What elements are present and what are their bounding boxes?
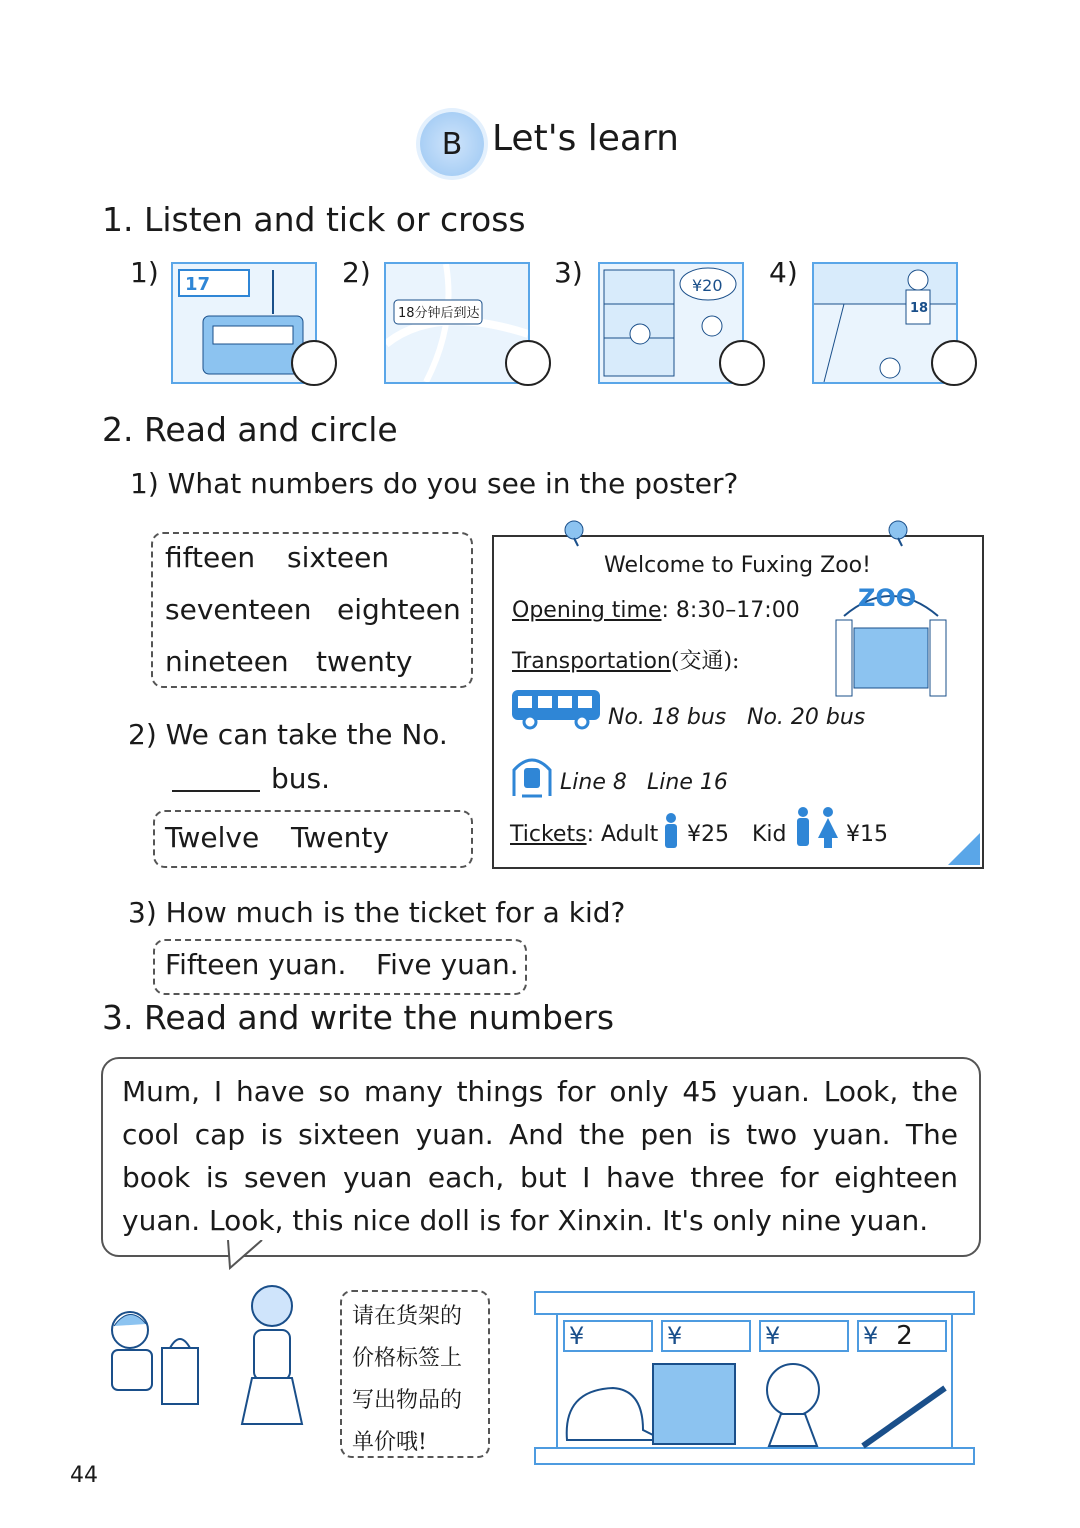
section-badge	[420, 112, 484, 176]
option-twenty-bus[interactable]: Twenty	[291, 821, 389, 854]
adult-label: : Adult	[586, 822, 659, 847]
metro-icon	[510, 754, 554, 798]
opening-time	[512, 598, 800, 623]
instruction-note: 请在货架的价格标签上写出物品的单价哦!	[340, 1290, 490, 1458]
zoo-gate-icon	[826, 580, 956, 700]
question-3: 3) How much is the ticket for a kid?	[128, 896, 626, 929]
bus-20: No. 20 bus	[747, 705, 866, 730]
item4-number: 4)	[769, 256, 798, 289]
poster-title: Welcome to Fuxing Zoo!	[604, 553, 871, 578]
mother-illustration	[232, 1278, 312, 1428]
option-nineteen[interactable]: nineteen	[165, 645, 289, 678]
map-arrival-text: 18分钟后到达	[398, 306, 480, 321]
cap-icon	[567, 1388, 663, 1440]
yen-symbol: ¥	[765, 1322, 781, 1350]
transport-cn: (交通):	[670, 649, 740, 674]
badge-letter: B	[441, 126, 463, 162]
tickets-adult	[510, 822, 658, 847]
item1-number: 1)	[130, 256, 159, 289]
transport-label: Transportation	[512, 649, 671, 674]
answer-circle-2[interactable]	[505, 340, 551, 386]
option-twelve[interactable]: Twelve	[165, 821, 260, 854]
q2-blank-line[interactable]	[172, 790, 260, 792]
bubble-tail	[222, 1240, 282, 1270]
line-8: Line 8	[560, 770, 627, 795]
opening-label: Opening time	[512, 598, 662, 623]
doll-icon	[767, 1364, 819, 1416]
question-2-end: bus.	[271, 762, 331, 795]
boy-with-bag-illustration	[100, 1290, 210, 1420]
yen-symbol: ¥	[569, 1322, 585, 1350]
option-eighteen[interactable]: eighteen	[337, 593, 461, 626]
option-sixteen[interactable]: sixteen	[287, 541, 390, 574]
option-fifteen-yuan[interactable]: Fifteen yuan.	[165, 948, 347, 981]
shirt-number: 18	[910, 301, 929, 316]
option-five-yuan[interactable]: Five yuan.	[376, 948, 519, 981]
option-twenty[interactable]: twenty	[316, 645, 413, 678]
yen-symbol: ¥	[667, 1322, 683, 1350]
book-icon	[653, 1364, 735, 1444]
question-1: 1) What numbers do you see in the poster?	[130, 467, 739, 500]
page-number: 44	[70, 1463, 98, 1488]
item2-number: 2)	[342, 256, 371, 289]
kids-icon	[794, 806, 842, 850]
shelf-items	[533, 1290, 976, 1466]
section1-title: 1. Listen and tick or cross	[102, 200, 526, 239]
section2-title: 2. Read and circle	[102, 410, 398, 449]
kid-label: Kid	[752, 822, 787, 847]
page-curl-icon	[948, 833, 980, 865]
item3-number: 3)	[554, 256, 583, 289]
price-value: 2	[896, 1321, 913, 1351]
section3-title: 3. Read and write the numbers	[102, 998, 615, 1037]
answer-circle-1[interactable]	[291, 340, 337, 386]
transportation	[512, 644, 739, 675]
price-bubble-text: ¥20	[692, 276, 723, 295]
story-text: Mum, I have so many things for only 45 yuan. Look, the cool cap is sixteen yuan. And the pen is two yuan. The book is seven yuan each, but I have three for eighteen yuan. Look, this nice doll is for Xinxin. It's only nine yuan.	[122, 1075, 958, 1237]
tickets-label: Tickets	[510, 822, 587, 847]
answer-circle-4[interactable]	[931, 340, 977, 386]
line-16: Line 16	[647, 770, 728, 795]
bus-icon	[510, 688, 602, 730]
answer-circle-3[interactable]	[719, 340, 765, 386]
adult-person-icon	[662, 812, 680, 850]
bus-stop-number: 17	[185, 274, 211, 295]
pen-icon	[863, 1388, 945, 1446]
bus-18: No. 18 bus	[608, 705, 727, 730]
pin-icon	[560, 518, 590, 548]
question-2: 2) We can take the No.	[128, 718, 448, 751]
adult-price: ¥25	[687, 822, 729, 847]
zoo-sign-text: ZOO	[858, 584, 917, 612]
opening-value: : 8:30–17:00	[661, 598, 800, 623]
pin-icon	[884, 518, 914, 548]
price-shelf	[533, 1290, 976, 1466]
yen-symbol: ¥	[863, 1322, 879, 1350]
option-seventeen[interactable]: seventeen	[165, 593, 312, 626]
kid-price: ¥15	[846, 822, 888, 847]
option-fifteen[interactable]: fifteen	[165, 541, 256, 574]
lesson-title: Let's learn	[492, 118, 679, 159]
